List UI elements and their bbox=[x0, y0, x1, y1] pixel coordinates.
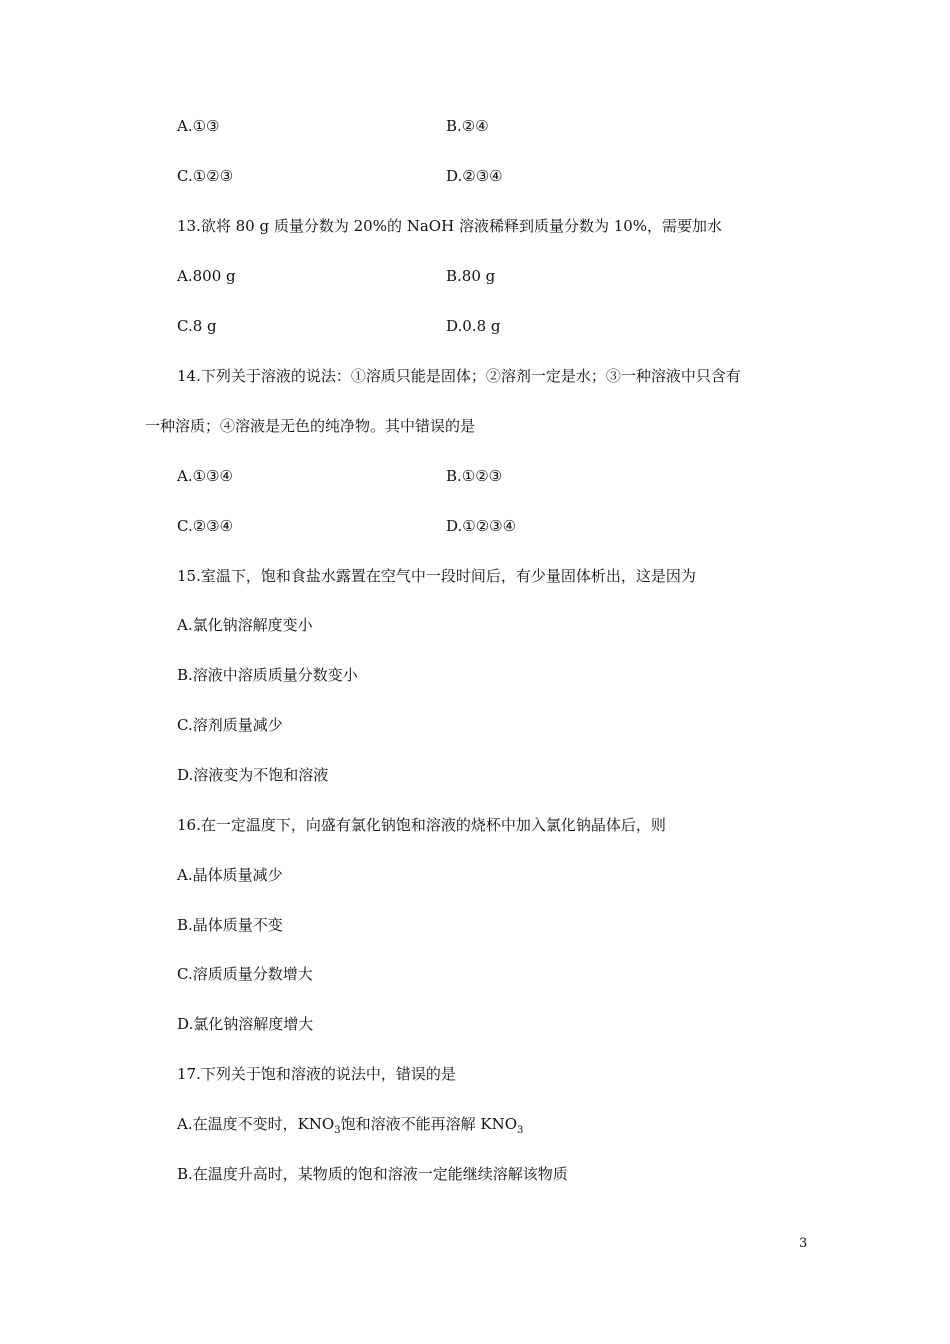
q15-option-c: C.溶剂质量减少 bbox=[177, 716, 283, 734]
q14-option-b: B.①②③ bbox=[446, 467, 503, 485]
q13-option-b: B.80 g bbox=[446, 267, 496, 285]
q17-option-a-subscript1: 3 bbox=[334, 1125, 341, 1136]
q16-option-d: D.氯化钠溶解度增大 bbox=[177, 1015, 314, 1033]
q13-option-a: A.800 g bbox=[177, 267, 236, 285]
q14-stem-line2: 一种溶质；④溶液是无色的纯净物。其中错误的是 bbox=[145, 417, 476, 435]
q13-stem: 13.欲将 80 g 质量分数为 20%的 NaOH 溶液稀释到质量分数为 10%，需要加水 bbox=[177, 217, 723, 235]
page-number: 3 bbox=[799, 1236, 808, 1251]
q14-option-d: D.①②③④ bbox=[446, 517, 517, 535]
q12-option-a: A.①③ bbox=[177, 117, 220, 135]
q17-stem: 17.下列关于饱和溶液的说法中，错误的是 bbox=[177, 1065, 456, 1083]
q14-stem-line1: 14.下列关于溶液的说法：①溶质只能是固体；②溶剂一定是水；③一种溶液中只含有 bbox=[177, 367, 741, 385]
q15-option-a: A.氯化钠溶解度变小 bbox=[177, 616, 313, 634]
q12-option-d: D.②③④ bbox=[446, 167, 503, 185]
q13-option-c: C.8 g bbox=[177, 317, 217, 335]
q14-option-a: A.①③④ bbox=[177, 467, 233, 485]
q15-stem: 15.室温下，饱和食盐水露置在空气中一段时间后，有少量固体析出，这是因为 bbox=[177, 567, 696, 585]
q17-option-a bbox=[177, 1114, 523, 1134]
q16-option-b: B.晶体质量不变 bbox=[177, 916, 283, 934]
q16-option-a: A.晶体质量减少 bbox=[177, 866, 283, 884]
q14-option-c: C.②③④ bbox=[177, 517, 234, 535]
q17-option-b: B.在温度升高时，某物质的饱和溶液一定能继续溶解该物质 bbox=[177, 1165, 568, 1183]
q16-option-c: C.溶质质量分数增大 bbox=[177, 965, 313, 983]
q16-stem: 16.在一定温度下，向盛有氯化钠饱和溶液的烧杯中加入氯化钠晶体后，则 bbox=[177, 816, 666, 834]
q13-option-d: D.0.8 g bbox=[446, 317, 501, 335]
q17-option-a-subscript2: 3 bbox=[517, 1125, 524, 1136]
q15-option-d: D.溶液变为不饱和溶液 bbox=[177, 766, 329, 784]
q17-option-a-text1: A.在温度不变时，KNO bbox=[177, 1115, 335, 1133]
q17-option-a-text2: 饱和溶液不能再溶解 KNO bbox=[340, 1115, 518, 1133]
q15-option-b: B.溶液中溶质质量分数变小 bbox=[177, 666, 358, 684]
q12-option-b: B.②④ bbox=[446, 117, 489, 135]
q12-option-c: C.①②③ bbox=[177, 167, 234, 185]
